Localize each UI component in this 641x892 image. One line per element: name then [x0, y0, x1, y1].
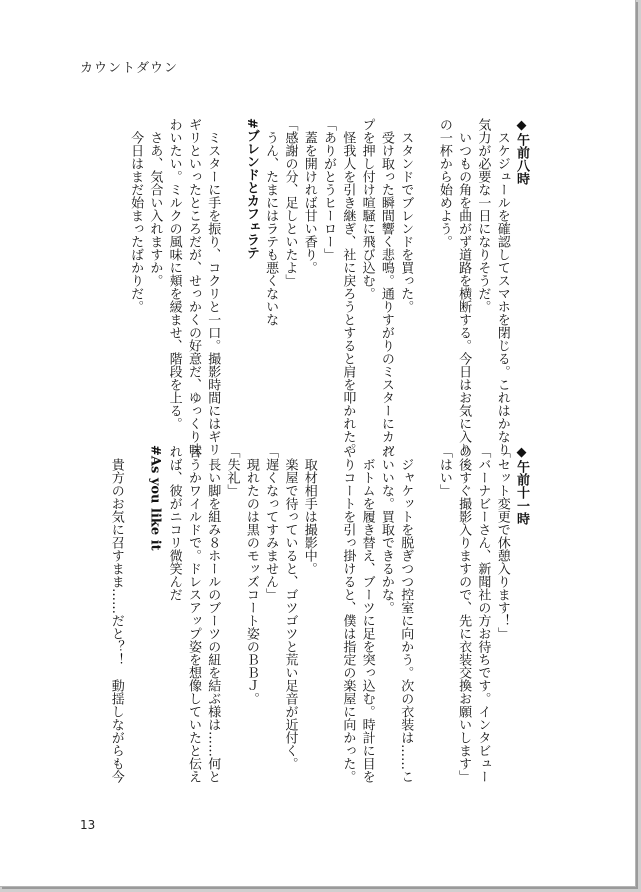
text-block-bottom	[106, 445, 531, 815]
text-line: うん、たまにはラテも悪くないな	[263, 118, 279, 326]
text-line: 怪我人を引き継ぎ、社に戻ろうとすると肩を叩かれた。	[340, 118, 356, 456]
text-line: 「ありがとうヒーロー」	[321, 118, 337, 261]
text-line: 今日はまだ始まったばかりだ。	[128, 118, 144, 313]
text-line: の一杯から始めよう。	[436, 118, 452, 248]
text-line: 「セット変更で休憩入ります！」	[494, 445, 510, 640]
section-heading: #As you like it	[147, 445, 163, 551]
text-line: ギリといったところだが、せっかくの好意だ、ゆっくり味	[185, 118, 201, 456]
text-line: さあ、気合い入れますか。	[147, 118, 163, 287]
section-heading: #ブレンドとカフェラテ	[243, 118, 259, 259]
text-line: 「感謝の分、足しといたよ」	[282, 118, 298, 287]
text-line: 「はい」	[436, 445, 452, 497]
text-line: れば、彼がニコリ微笑んだ	[166, 445, 182, 601]
section-heading: ◆午前十一時	[514, 445, 529, 525]
text-line: 言うかワイルドで。ドレスアップ姿を想像していたと伝え	[185, 445, 201, 783]
page-number: 13	[80, 818, 96, 832]
text-line: の後すぐ撮影入りますので、先に衣装交換お願いします」	[456, 445, 472, 783]
text-line: 「失礼」	[224, 445, 240, 497]
running-head-title: カウントダウン	[80, 61, 179, 76]
text-line: 蓋を開ければ甘い香り。	[301, 118, 317, 274]
text-line: いつもの角を曲がず道路を横断する。今日はお気に入り	[456, 118, 472, 456]
text-line: スケジュールを確認してスマホを閉じる。これはかなり	[494, 118, 510, 456]
text-line: 「遅くなってすみません」	[263, 445, 279, 601]
text-line: プを押し付け喧騒に飛び込む。	[359, 118, 375, 300]
text-line: ミスターに手を振り、コクリと一口。撮影時間にはギリ	[205, 118, 221, 456]
text-line: 現れたのは黒のモッズコート姿のＢＢＪ。	[243, 445, 259, 705]
text-line: わいたい。ミルクの風味に頬を緩ませ、階段を上る。	[166, 118, 182, 430]
text-line: ジャケットを脱ぎつつ控室に向かう。次の衣装は……こ	[398, 445, 414, 783]
text-line: 受け取った瞬間響く悲鳴。通りすがりのミスターにカッ	[378, 118, 394, 456]
text-line: 気力が必要な一日になりそうだ。	[475, 118, 491, 313]
text-block-top	[126, 118, 531, 456]
text-line: 長い脚を組み８ホールのブーツの紐を結ぶ様は……何と	[205, 445, 221, 783]
text-line: 貴方のお気に召すまま……だと？！ 動揺しながらも今	[108, 445, 124, 783]
section-heading: ◆午前八時	[514, 118, 529, 185]
text-line: ボトムを履き替え、ブーツに足を突っ込む。時計に目を	[359, 445, 375, 783]
text-line: 楽屋で待っていると、ゴツゴツと荒い足音が近付く。	[282, 445, 298, 770]
text-line: れいいな。買取できるかな。	[378, 445, 394, 614]
text-line: やりコートを引っ掛けると、僕は指定の楽屋に向かった。	[340, 445, 356, 783]
text-line: 「バーナビーさん、新聞社の方お待ちです。インタビュー	[475, 445, 491, 783]
text-line: スタンドでブレンドを買った。	[398, 118, 414, 313]
text-line: 取材相手は撮影中。	[301, 445, 317, 575]
